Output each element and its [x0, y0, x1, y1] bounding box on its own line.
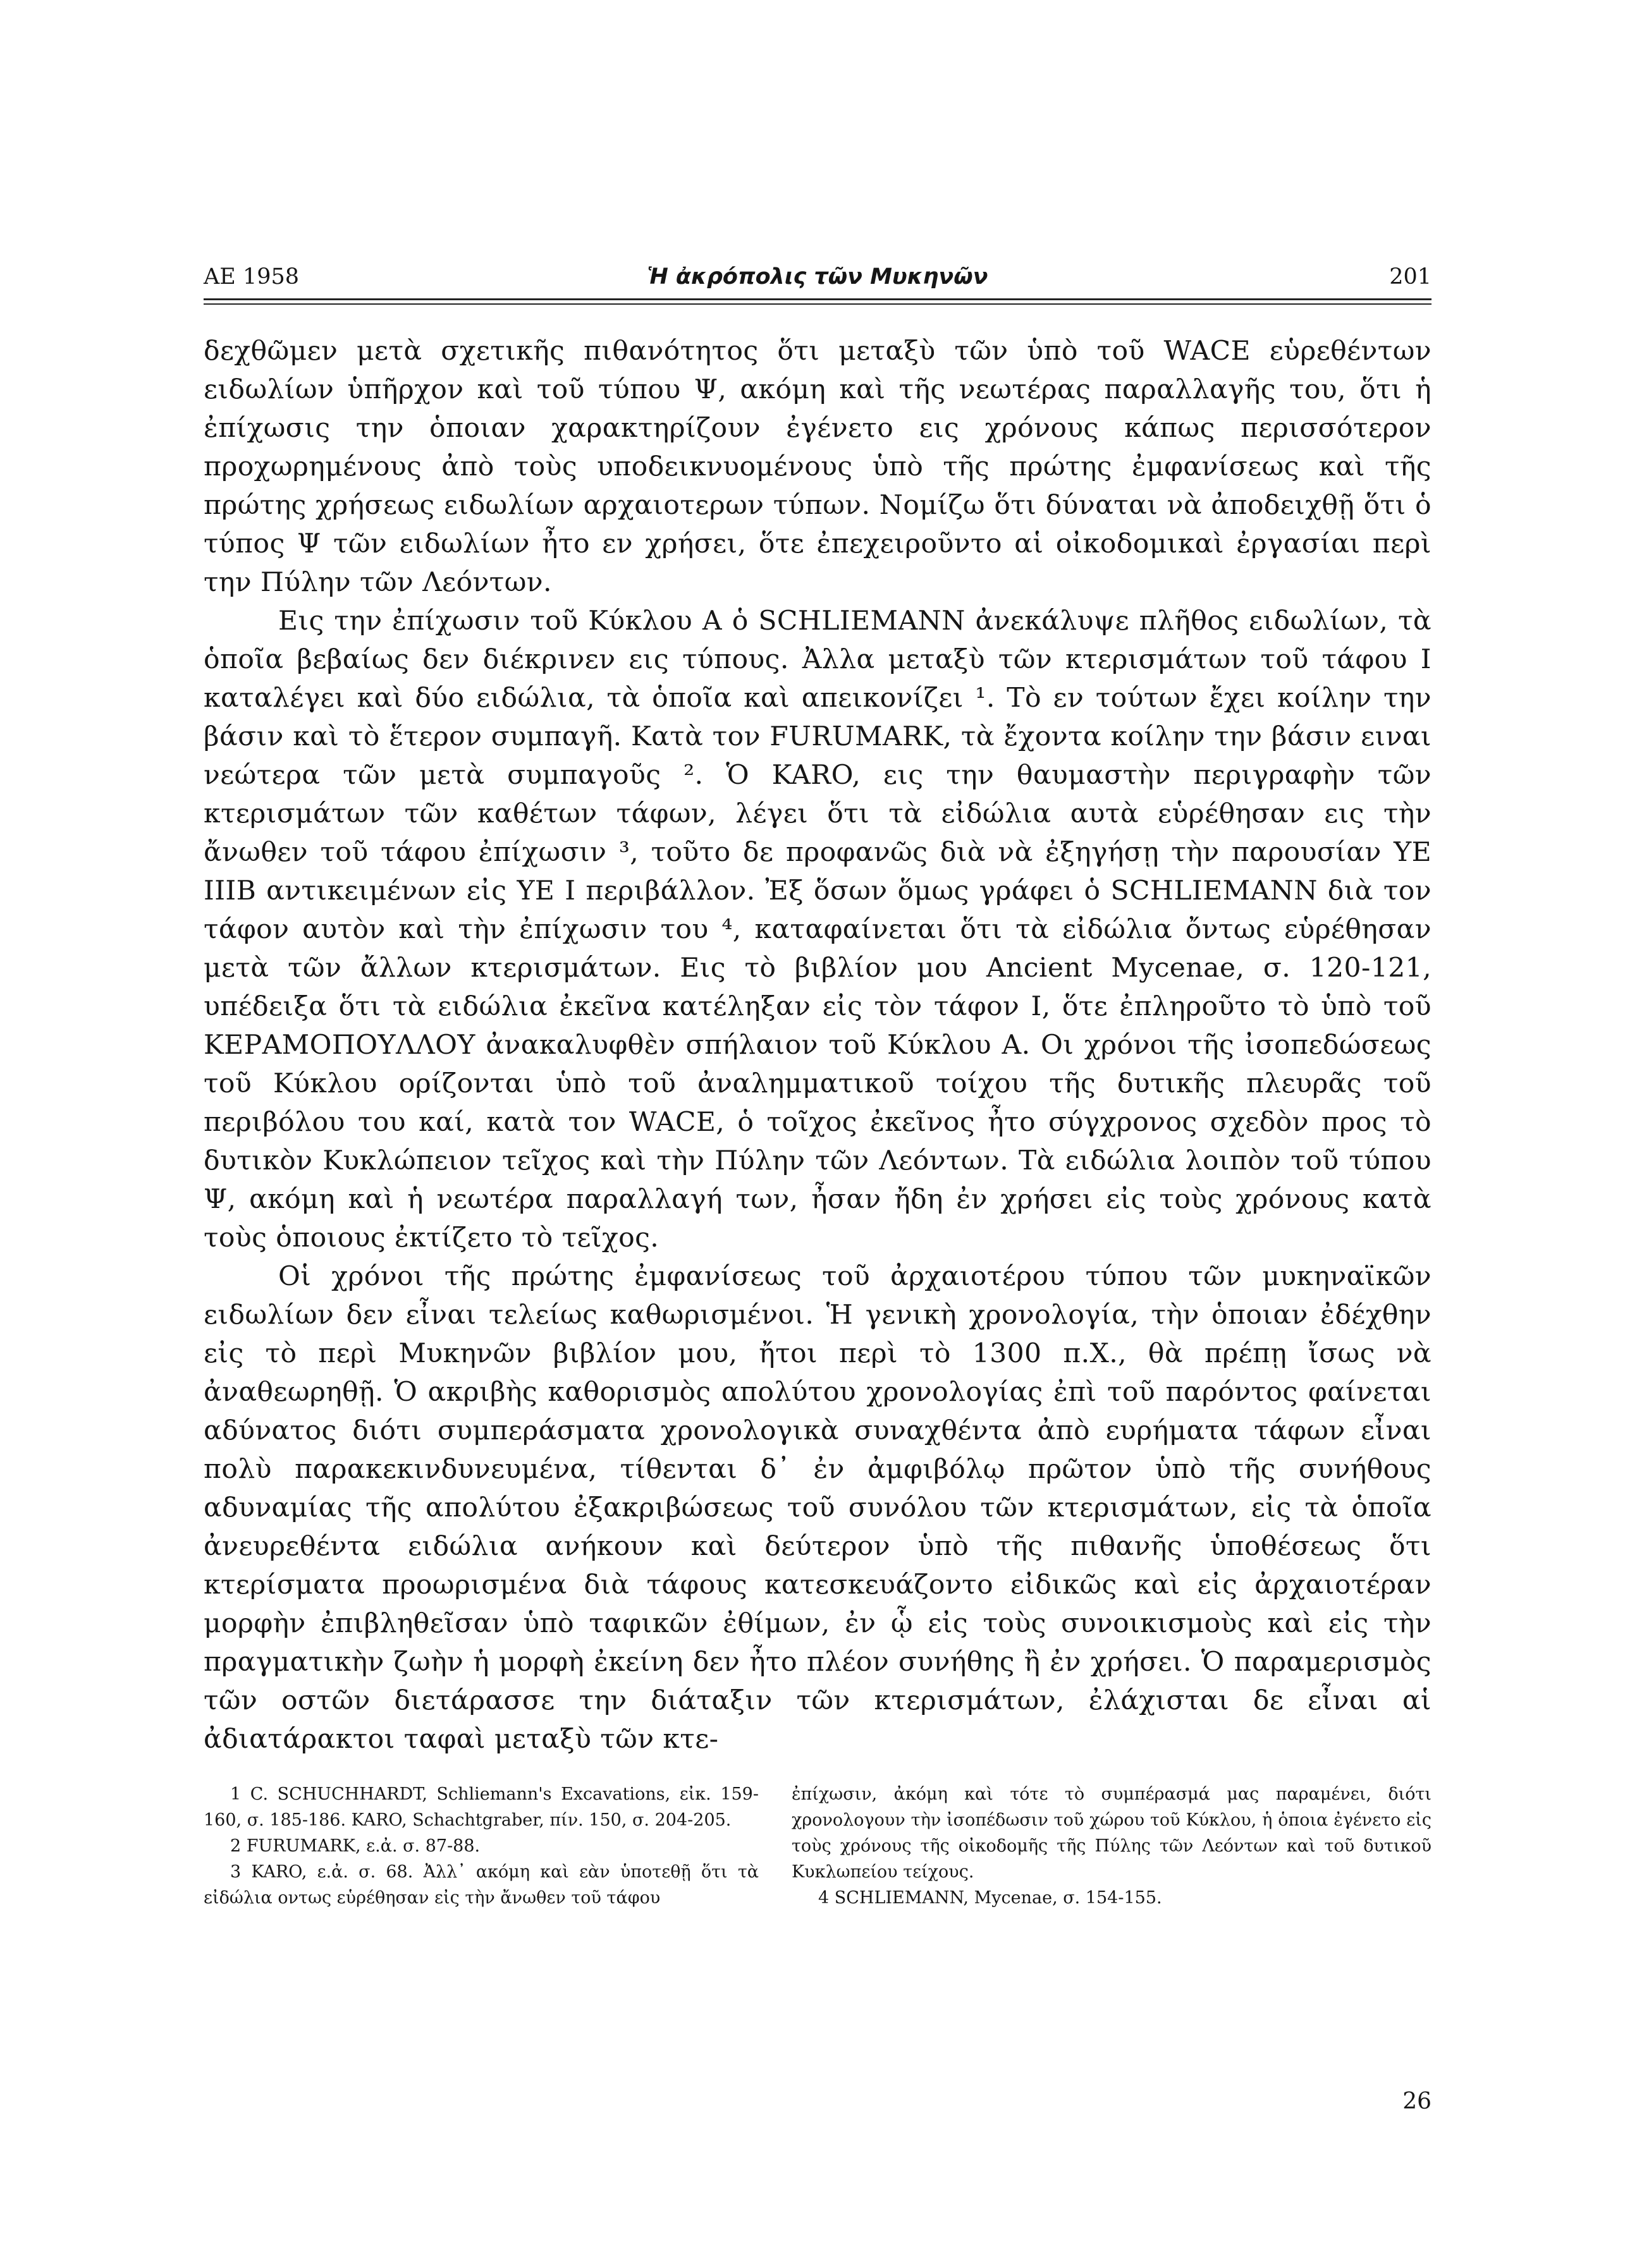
signature-mark: 26	[1402, 2088, 1431, 2114]
footnote-3-continued: ἐπίχωσιν, ἀκόμη καὶ τότε τὸ συμπέρασμά μας παραμένει, διότι χρονολογουν τὴν ἰσοπέδωσιν τοῦ χώρου τοῦ Κύκλου, ἡ ὁποια ἐγένετο εἰς τοὺς χρόνους τῆς οἰκοδομῆς τῆς Πύλης τῶν Λεόντων καὶ τοῦ δυτικοῦ Κυκλωπείου τείχους.	[792, 1784, 1431, 1882]
running-header	[204, 264, 1431, 302]
footnote-4: 4 SCHLIEMANN, Mycenae, σ. 154-155.	[818, 1888, 1162, 1908]
header-rule-double	[204, 303, 1431, 305]
paragraph-3: Οἱ χρόνοι τῆς πρώτης ἐμφανίσεως τοῦ ἀρχαιοτέρου τύπου τῶν μυκηναϊκῶν ειδωλίων δεν εἶναι τελείως καθωρισμένοι. Ἡ γενικὴ χρονολογία, τὴν ὁποιαν ἐδέχθην εἰς τὸ περὶ Μυκηνῶν βιβλίον μου, ἤτοι περὶ τὸ 1300 π.Χ., θὰ πρέπῃ ἴσως νὰ ἀναθεωρηθῇ. Ὁ ακριβὴς καθορισμὸς απολύτου χρονολογίας ἐπὶ τοῦ παρόντος φαίνεται αδύνατος διότι συμπεράσματα χρονολογικὰ συναχθέντα ἀπὸ ευρήματα τάφων εἶναι πολὺ παρακεκινδυνευμένα, τίθενται δ᾽ ἐν ἀμφιβόλῳ πρῶτον ὑπὸ τῆς συνήθους αδυναμίας τῆς απολύτου ἐξακριβώσεως τοῦ συνόλου τῶν κτερισμάτων, εἰς τὰ ὁποῖα ἀνευρεθέντα ειδώλια ανήκουν καὶ δεύτερον ὑπὸ τῆς πιθανῆς ὑποθέσεως ὅτι κτερίσματα προωρισμένα διὰ τάφους κατεσκευάζοντο εἰδικῶς καὶ εἰς ἀρχαιοτέραν μορφὴν ἐπιβληθεῖσαν ὑπὸ ταφικῶν ἐθίμων, ἐν ᾧ εἰς τοὺς συνοικισμοὺς καὶ εἰς τὴν πραγματικὴν ζωὴν ἡ μορφὴ ἐκείνη δεν ἦτο πλέον συνήθης ἢ ἐν χρήσει. Ὁ παραμερισμὸς τῶν οστῶν διετάρασσε την διάταξιν τῶν κτερισμάτων, ἐλάχισται δε εἶναι αἱ ἀδιατάρακτοι ταφαὶ μεταξὺ τῶν κτε-	[204, 1261, 1431, 1755]
footnotes-right-column	[792, 1781, 1431, 1911]
footnote-2: 2 FURUMARK, ε.ἀ. σ. 87-88.	[230, 1836, 481, 1856]
footnote-3: 3 KARO, ε.ἀ. σ. 68. Ἀλλ᾽ ακόμη καὶ εὰν ὑποτεθῇ ὅτι τὰ εἰδώλια οντως εὑρέθησαν εἰς τὴν ἄνωθεν τοῦ τάφου	[204, 1862, 759, 1908]
journal-abbrev: ΑΕ 1958	[204, 264, 300, 290]
footnote-1: 1 C. SCHUCHHARDT, Schliemann's Excavations, εἰκ. 159-160, σ. 185-186. KARO, Schachtgraber, πίν. 150, σ. 204-205.	[204, 1784, 759, 1830]
page-number: 201	[1389, 264, 1431, 290]
footnotes-left-column	[204, 1781, 759, 1911]
paragraph-2: Εις την ἐπίχωσιν τοῦ Κύκλου Α ὁ SCHLIEMANN ἀνεκάλυψε πλῆθος ειδωλίων, τὰ ὁποῖα βεβαίως δεν διέκρινεν εις τύπους. Ἀλλα μεταξὺ τῶν κτερισμάτων τοῦ τάφου Ι καταλέγει καὶ δύο ειδώλια, τὰ ὁποῖα καὶ απεικονίζει ¹. Τὸ εν τούτων ἔχει κοίλην την βάσιν καὶ τὸ ἕτερον συμπαγῆ. Κατὰ τον FURUMARK, τὰ ἔχοντα κοίλην την βάσιν ειναι νεώτερα τῶν μετὰ συμπαγοῦς ². Ὁ KARO, εις την θαυμαστὴν περιγραφὴν τῶν κτερισμάτων τῶν καθέτων τάφων, λέγει ὅτι τὰ εἰδώλια αυτὰ εὑρέθησαν εις τὴν ἄνωθεν τοῦ τάφου ἐπίχωσιν ³, τοῦτο δε προφανῶς διὰ νὰ ἐξηγήσῃ τὴν παρουσίαν ΥΕ ΙΙΙΒ αντικειμένων εἰς ΥΕ Ι περιβάλλον. Ἐξ ὅσων ὅμως γράφει ὁ SCHLIEMANN διὰ τον τάφον αυτὸν καὶ τὴν ἐπίχωσιν του ⁴, καταφαίνεται ὅτι τὰ εἰδώλια ὄντως εὑρέθησαν μετὰ τῶν ἄλλων κτερισμάτων. Εις τὸ βιβλίον μου Ancient Mycenae, σ. 120-121, υπέδειξα ὅτι τὰ ειδώλια ἐκεῖνα κατέληξαν εἰς τὸν τάφον Ι, ὅτε ἐπληροῦτο τὸ ὑπὸ τοῦ ΚΕΡΑΜΟΠΟΥΛΛΟΥ ἀνακαλυφθὲν σπήλαιον τοῦ Κύκλου Α. Οι χρόνοι τῆς ἰσοπεδώσεως τοῦ Κύκλου ορίζονται ὑπὸ τοῦ ἀναλημματικοῦ τοίχου τῆς δυτικῆς πλευρᾶς τοῦ περιβόλου του καί, κατὰ τον WACE, ὁ τοῖχος ἐκεῖνος ἦτο σύγχρονος σχεδὸν προς τὸ δυτικὸν Κυκλώπειον τεῖχος καὶ τὴν Πύλην τῶν Λεόντων. Τὰ ειδώλια λοιπὸν τοῦ τύπου Ψ, ακόμη καὶ ἡ νεωτέρα παραλλαγή των, ἦσαν ἤδη ἐν χρήσει εἰς τοὺς χρόνους κατὰ τοὺς ὁποιους ἐκτίζετο τὸ τεῖχος.	[204, 606, 1431, 1253]
header-rule	[204, 298, 1431, 300]
paragraph-1: δεχθῶμεν μετὰ σχετικῆς πιθανότητος ὅτι μεταξὺ τῶν ὑπὸ τοῦ WACE εὑρεθέντων ειδωλίων ὑπῆρχον καὶ τοῦ τύπου Ψ, ακόμη καὶ τῆς νεωτέρας παραλλαγῆς του, ὅτι ἡ ἐπίχωσις την ὁποιαν χαρακτηρίζουν ἐγένετο εις χρόνους κάπως περισσότερον προχωρημένους ἀπὸ τοὺς υποδεικνυομένους ὑπὸ τῆς πρώτης ἐμφανίσεως καὶ τῆς πρώτης χρήσεως ειδωλίων αρχαιοτερων τύπων. Νομίζω ὅτι δύναται νὰ ἀποδειχθῇ ὅτι ὁ τύπος Ψ τῶν ειδωλίων ἦτο εν χρήσει, ὅτε ἐπεχειροῦντο αἱ οἰκοδομικαὶ ἐργασίαι περὶ την Πύλην τῶν Λεόντων.	[204, 336, 1431, 598]
running-title: Ἡ ἀκρόπολις τῶν Μυκηνῶν	[647, 264, 988, 290]
main-text	[204, 332, 1431, 1759]
